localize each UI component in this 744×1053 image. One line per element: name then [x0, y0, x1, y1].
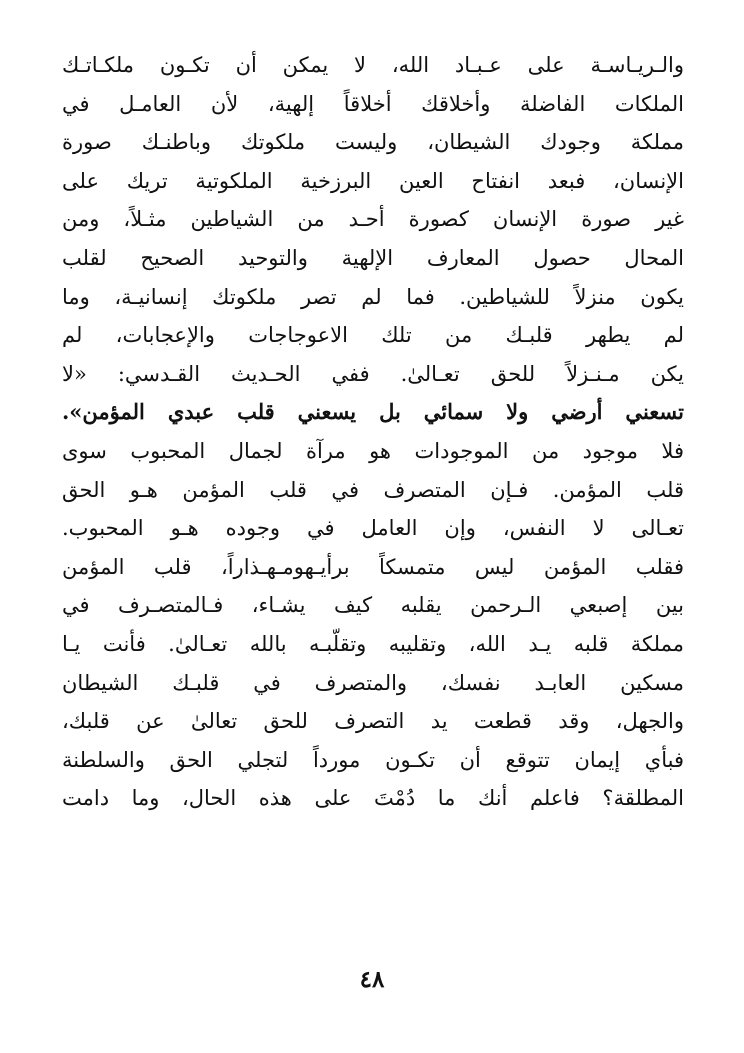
text-line: الإنسان، فبعد انفتاح العين البرزخية الملكوتية تريك على: [62, 168, 684, 193]
text-line: الملكات الفاضلة وأخلاقك أخلاقاً إلهية، لأن العامـل في: [62, 91, 684, 116]
hadith-quote-line: تسعني أرضي ولا سمائي بل يسعني قلب عبدي المؤمن».: [62, 399, 684, 425]
text-line: والـريـاسـة على عـبـاد الله، لا يمكن أن تكـون ملكـاتـك: [62, 53, 684, 77]
text-line: غير صورة الإنسان كصورة أحـد من الشياطين مثـلاً، ومن: [62, 207, 684, 232]
text-line: والجهل، وقد قطعت يد التصرف للحق تعالىٰ عن قلبك،: [62, 709, 684, 734]
text-line: قلب المؤمن. فـإن المتصرف في قلب المؤمن هـو الحق: [62, 477, 684, 502]
text-line: بين إصبعي الـرحمن يقلبه كيف يشـاء، فـالمتصـرف في: [62, 593, 684, 618]
body-text: [62, 46, 684, 818]
text-line: فلا موجود من الموجودات هو مرآة لجمال المحبوب سوى: [62, 438, 684, 463]
text-line: المطلقة؟ فاعلم أنك ما دُمْتَ على هذه الحال، وما دامت: [62, 786, 684, 811]
text-line: المحال حصول المعارف الإلهية والتوحيد الصحيح لقلب: [62, 245, 684, 270]
text-line: مملكة قلبه يـد الله، وتقليبه وتقلّبـه بالله تعـالىٰ. فأنت يـا: [62, 631, 684, 656]
text-line: تعـالى لا النفس، وإن العامل في وجوده هـو المحبوب.: [62, 516, 684, 541]
text-line: فقلب المؤمن ليس متمسكاً برأيـهومـهـذاراً، قلب المؤمن: [62, 554, 684, 579]
text-line: فبأي إيمان تتوقع أن تكـون مورداً لتجلي الحق والسلطنة: [62, 747, 684, 772]
page-number: ٤٨: [359, 966, 385, 993]
text-line: يكن مـنـزلاً للحق تعـالىٰ. ففي الحـديث القـدسي: «لا: [62, 361, 684, 386]
text-line: مملكة وجودك الشيطان، وليست ملكوتك وباطنـك صورة: [62, 130, 684, 155]
text-line: لم يطهر قلبـك من تلك الاعوجاجات والإعجابات، لم: [62, 323, 684, 348]
text-line: يكون منزلاً للشياطين. فما لم تصر ملكوتك إنسانيـة، وما: [62, 284, 684, 309]
text-line: مسكين العابـد نفسك، والمتصرف في قلبـك الشيطان: [62, 670, 684, 695]
